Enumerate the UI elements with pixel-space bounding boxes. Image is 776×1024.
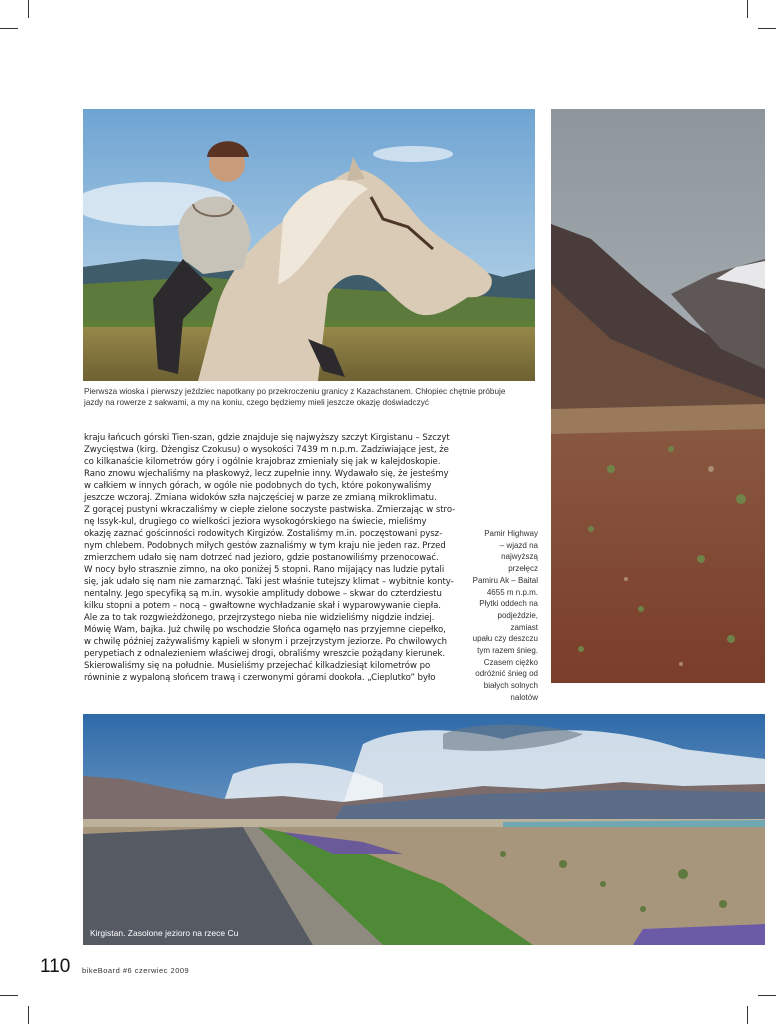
crop-mark-bottom-left-h: [0, 995, 18, 996]
photo-boy-on-horse: [83, 109, 535, 381]
crop-mark-bottom-right-h: [758, 995, 776, 996]
crop-mark-bottom-right-v: [747, 1006, 748, 1024]
crop-mark-top-right-v: [747, 0, 748, 18]
crop-mark-top-left-h: [0, 28, 18, 29]
top-photo-caption: Pierwsza wioska i pierwszy jeździec napotkany po przekroczeniu granicy z Kazachstanem. Chłopiec chętnie próbuje jazdy na rowerze z sakwami, a my na koniu, czego będziemy mieli jeszcze okazję doświadczyć: [84, 387, 506, 407]
side-photo-caption: Pamir Highway – wjazd na najwyższą przełęcz Pamiru Ak – Baital 4655 m n.p.m. Płytki oddech na podjeździe, zamiast upału czy deszczu tym razem śnieg. Czasem ciężko odróżnić śnieg od białych solnych nalotów: [472, 529, 538, 702]
crop-mark-top-right-h: [758, 28, 776, 29]
photo-pamir-highway: [551, 109, 765, 683]
magazine-issue: bikeBoard #6 czerwiec 2009: [82, 966, 190, 975]
page-number: 110: [40, 956, 71, 977]
bottom-photo-caption: Kirgistan. Zasolone jezioro na rzece Cu: [90, 928, 239, 938]
crop-mark-bottom-left-v: [28, 1006, 29, 1024]
crop-mark-top-left-v: [28, 0, 29, 18]
photo-salt-lake-road: [83, 714, 765, 945]
article-body: kraju łańcuch górski Tien-szan, gdzie znajduje się najwyższy szczyt Kirgistanu – Szczyt Zwycięstwa (kirg. Dżengisz Czokusu) o wysokości 7439 m n.p.m. Zadziwiające jest, że co kilkanaście kilometrów góry i ogólnie krajobraz zmieniały się jak w kalejdoskopie. Rano znowu wjechaliśmy na płaskowyż, lecz zupełnie inny. Wydawało się, że jesteśmy w całkiem w innych górach, w ogóle nie podobnych do tych, które pokonywaliśmy jeszcze wczoraj. Zmiana widoków szła najczęściej w parze ze zmianą mikroklimatu. Z gorącej pustyni wkraczaliśmy w ciepłe zielone soczyste pastwiska. Zmierzając w stro- nę Issyk-kul, drugiego co wielkości jeziora wysokogórskiego na świecie, mieliśmy okazję zaznać gościnności rodowitych Kirgizów. Zostaliśmy m.in. poczęstowani pysz- nym chlebem. Podobnych miłych gestów zaznaliśmy w tym kraju nie jeden raz. Przed zmierzchem udało się nam dotrzeć nad jezioro, gdzie postanowiliśmy przenocować. W nocy było strasznie zimno, na oko poniżej 5 stopni. Rano mijający nas ludzie pytali się, jak udało się nam nie zamarznąć. Taki jest właśnie tutejszy klimat – wybitnie konty- nentalny. Jego specyfiką są m.in. wysokie amplitudy dobowe – skwar do czterdziestu kilku stopni a potem – nocą – gwałtowne wychładzanie skał i wyparowywanie ciepła. Ale za to tak rozgwieżdżonego, przejrzystego nieba nie widzieliśmy nigdzie indziej. Mówię Wam, bajka. Już chwilę po wschodzie Słońca ogarnęło nas przyjemne ciepełko, w chwilę później zażywaliśmy kąpieli w słonym i przejrzystym jeziorze. Po chwilowych perypetiach z odnalezieniem właściwej drogi, obraliśmy wreszcie pożądany kierunek. Skierowaliśmy się na południe. Musieliśmy przejechać kilkadziesiąt kilometrów po równinie z wypaloną słońcem trawą i czerwonymi górami dookoła. „Cieplutko” było: [84, 433, 456, 683]
